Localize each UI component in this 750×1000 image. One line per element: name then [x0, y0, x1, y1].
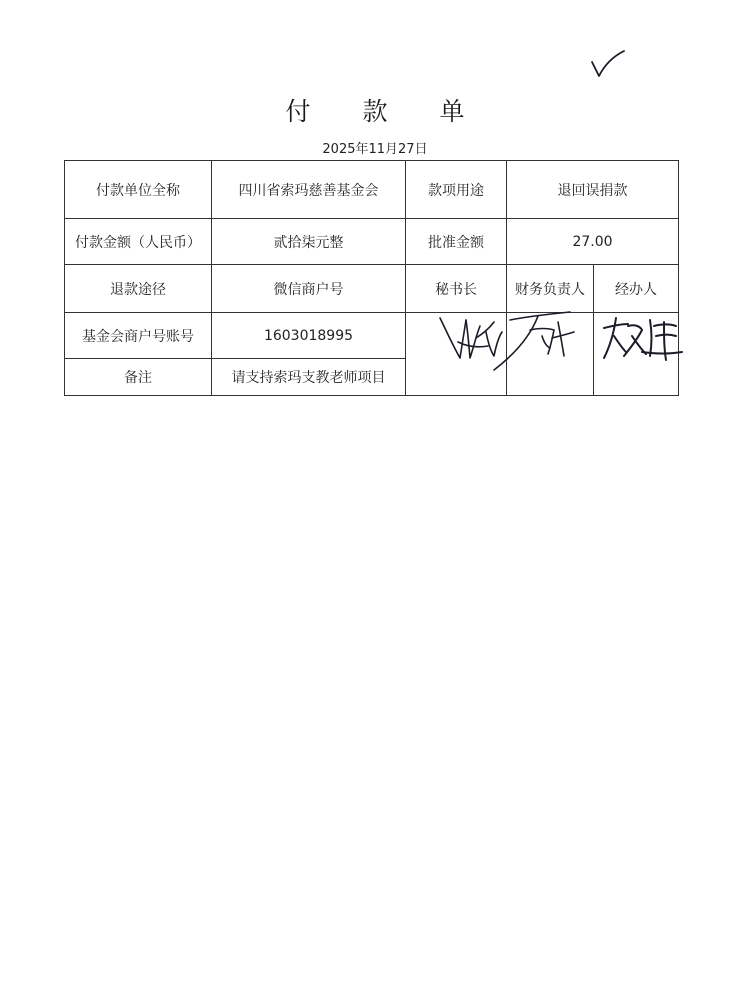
- table-row: [65, 161, 679, 219]
- handler-label: 经办人: [594, 265, 679, 313]
- payee-value: 四川省索玛慈善基金会: [212, 161, 406, 219]
- secretary-label: 秘书长: [406, 265, 507, 313]
- table-row: [65, 219, 679, 265]
- document-title: 付 款 单: [285, 97, 487, 126]
- handler-signature: [598, 312, 684, 366]
- purpose-label: 款项用途: [406, 161, 507, 219]
- amount-label: 付款金额（人民币）: [65, 219, 212, 265]
- remark-label: 备注: [65, 359, 212, 396]
- refund-label: 退款途径: [65, 265, 212, 313]
- table-row: [65, 265, 679, 313]
- checkmark-icon: [588, 48, 628, 84]
- payee-label: 付款单位全称: [65, 161, 212, 219]
- finance-label: 财务负责人: [507, 265, 594, 313]
- amount-words: 贰拾柒元整: [212, 219, 406, 265]
- approved-value: 27.00: [507, 219, 679, 265]
- remark-value: 请支持索玛支教老师项目: [212, 359, 406, 396]
- purpose-value: 退回误捐款: [507, 161, 679, 219]
- finance-signature: [490, 308, 590, 374]
- refund-value: 微信商户号: [212, 265, 406, 313]
- document-date: 2025年11月27日: [322, 142, 428, 157]
- account-value: 1603018995: [212, 313, 406, 359]
- approved-label: 批准金额: [406, 219, 507, 265]
- account-label: 基金会商户号账号: [65, 313, 212, 359]
